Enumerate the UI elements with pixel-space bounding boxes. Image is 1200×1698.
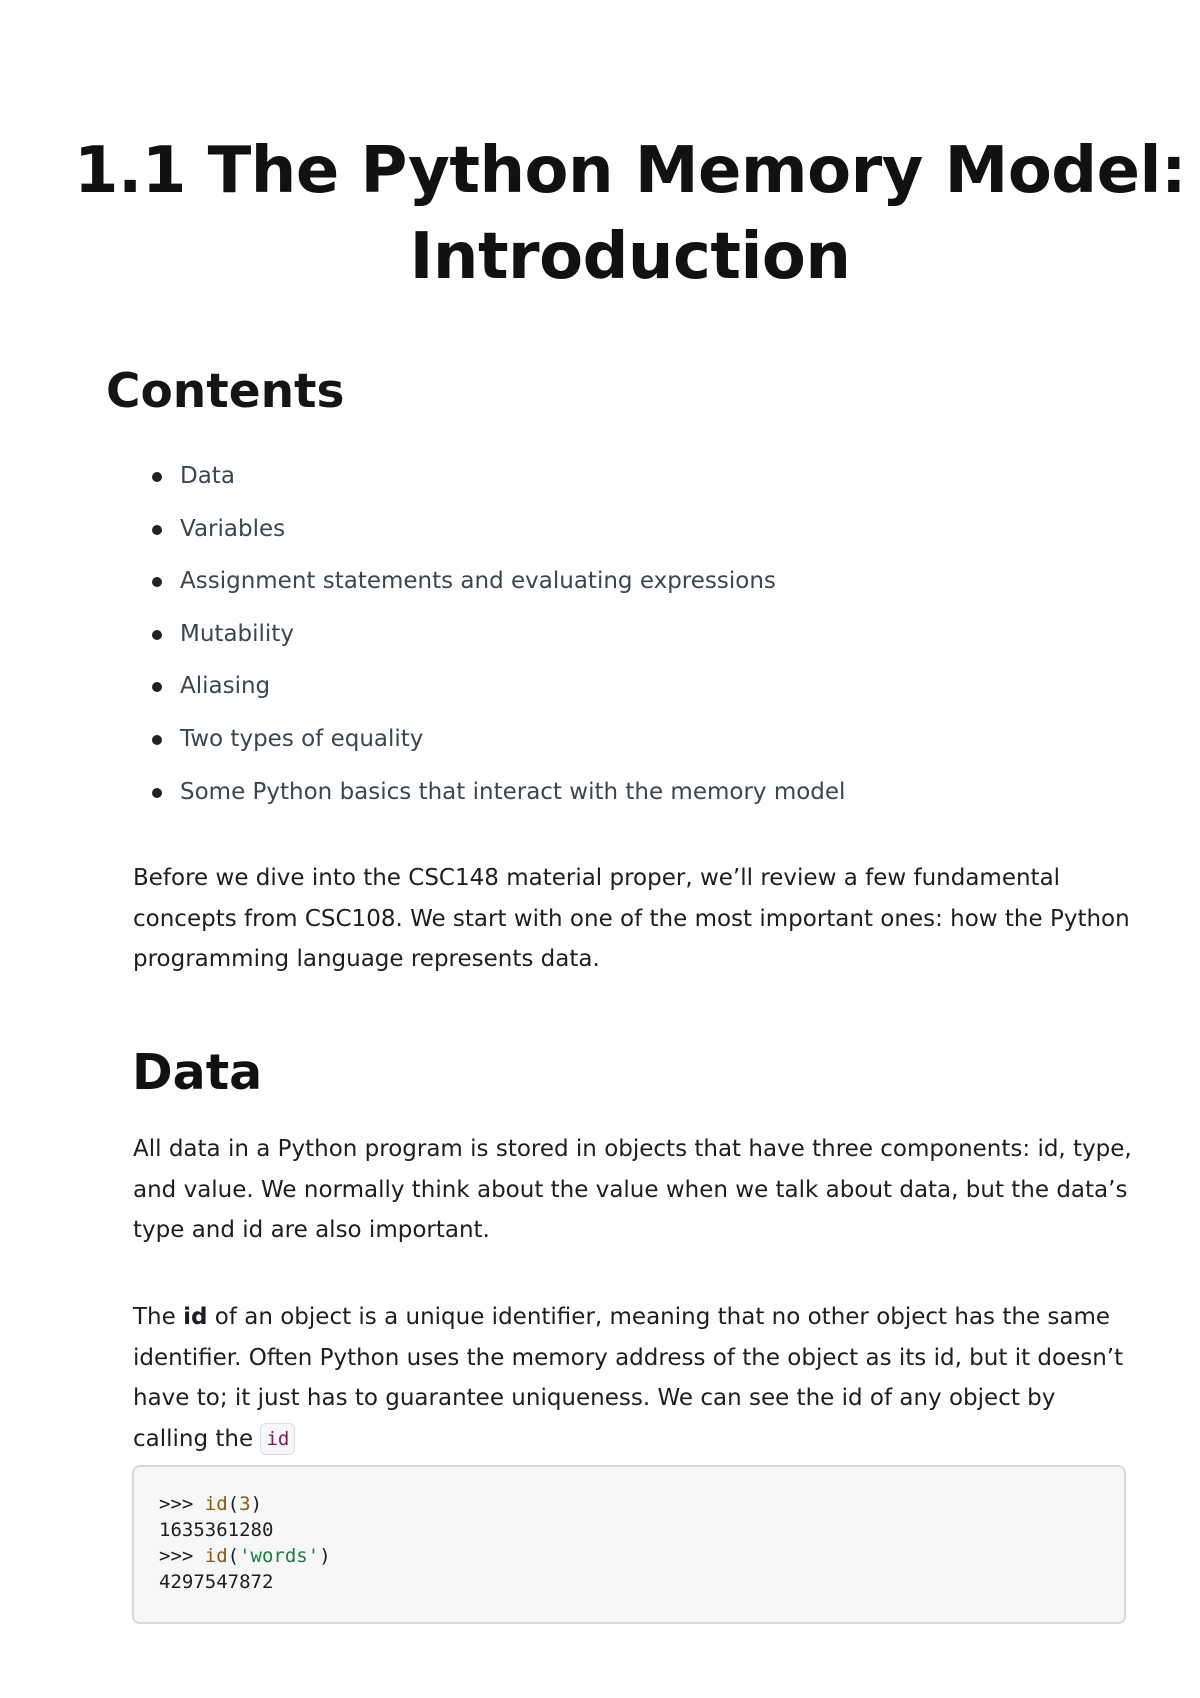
intro-paragraph: Before we dive into the CSC148 material proper, we’ll review a few fundamental concepts from CSC108. We start with one of the most important ones: how the Python programming language represents data. (133, 865, 1130, 972)
code-close-paren: ) (250, 1493, 263, 1515)
toc-link-two-types-of-equality[interactable]: Two types of equality (152, 713, 845, 766)
code-open-paren: ( (227, 1545, 240, 1567)
code-block[interactable] (132, 1465, 1126, 1624)
id-paragraph-text-middle: of an object is a unique identifier, meaning that no other object has the same identifier. Often Python uses the memory address of the object as its id, but it doesn’t have to; it just has to guarantee uniqueness. We can see the id of any object by calling the (133, 1304, 1124, 1452)
code-close-paren: ) (319, 1545, 331, 1567)
id-paragraph-text-start: The (133, 1304, 184, 1330)
code-line-3 (159, 1543, 1099, 1569)
table-of-contents (152, 450, 845, 818)
id-bold-term: id (183, 1304, 208, 1330)
data-paragraph-1: All data in a Python program is stored in objects that have three components: id, type, and value. We normally think about the value when we talk about data, but the data’s type and id are also important. (133, 1136, 1132, 1243)
toc-link-mutability[interactable]: Mutability (152, 608, 845, 661)
toc-link-aliasing[interactable]: Aliasing (152, 660, 845, 713)
code-line-4: 4297547872 (159, 1571, 274, 1593)
code-line-1 (159, 1491, 1099, 1517)
data-section-heading: Data (132, 1044, 263, 1101)
code-string-literal: 'words' (239, 1545, 320, 1567)
page-title-line-2: Introduction (409, 220, 851, 294)
id-inline-code: id (260, 1423, 295, 1455)
toc-link-python-basics[interactable]: Some Python basics that interact with the memory model (152, 766, 845, 819)
code-open-paren: ( (227, 1493, 240, 1515)
page-title-line-1: 1.1 The Python Memory Model: (73, 134, 1187, 208)
code-function-name: id (204, 1545, 228, 1567)
toc-link-data[interactable]: Data (152, 450, 845, 503)
code-prompt: >>> (159, 1493, 205, 1515)
code-function-name: id (204, 1493, 228, 1515)
contents-heading: Contents (106, 364, 345, 419)
code-number-literal: 3 (239, 1493, 251, 1515)
code-prompt: >>> (159, 1545, 205, 1567)
toc-link-variables[interactable]: Variables (152, 503, 845, 556)
code-line-2: 1635361280 (159, 1519, 274, 1541)
toc-link-assignment-statements[interactable]: Assignment statements and evaluating expressions (152, 555, 845, 608)
page-title (0, 128, 1200, 300)
